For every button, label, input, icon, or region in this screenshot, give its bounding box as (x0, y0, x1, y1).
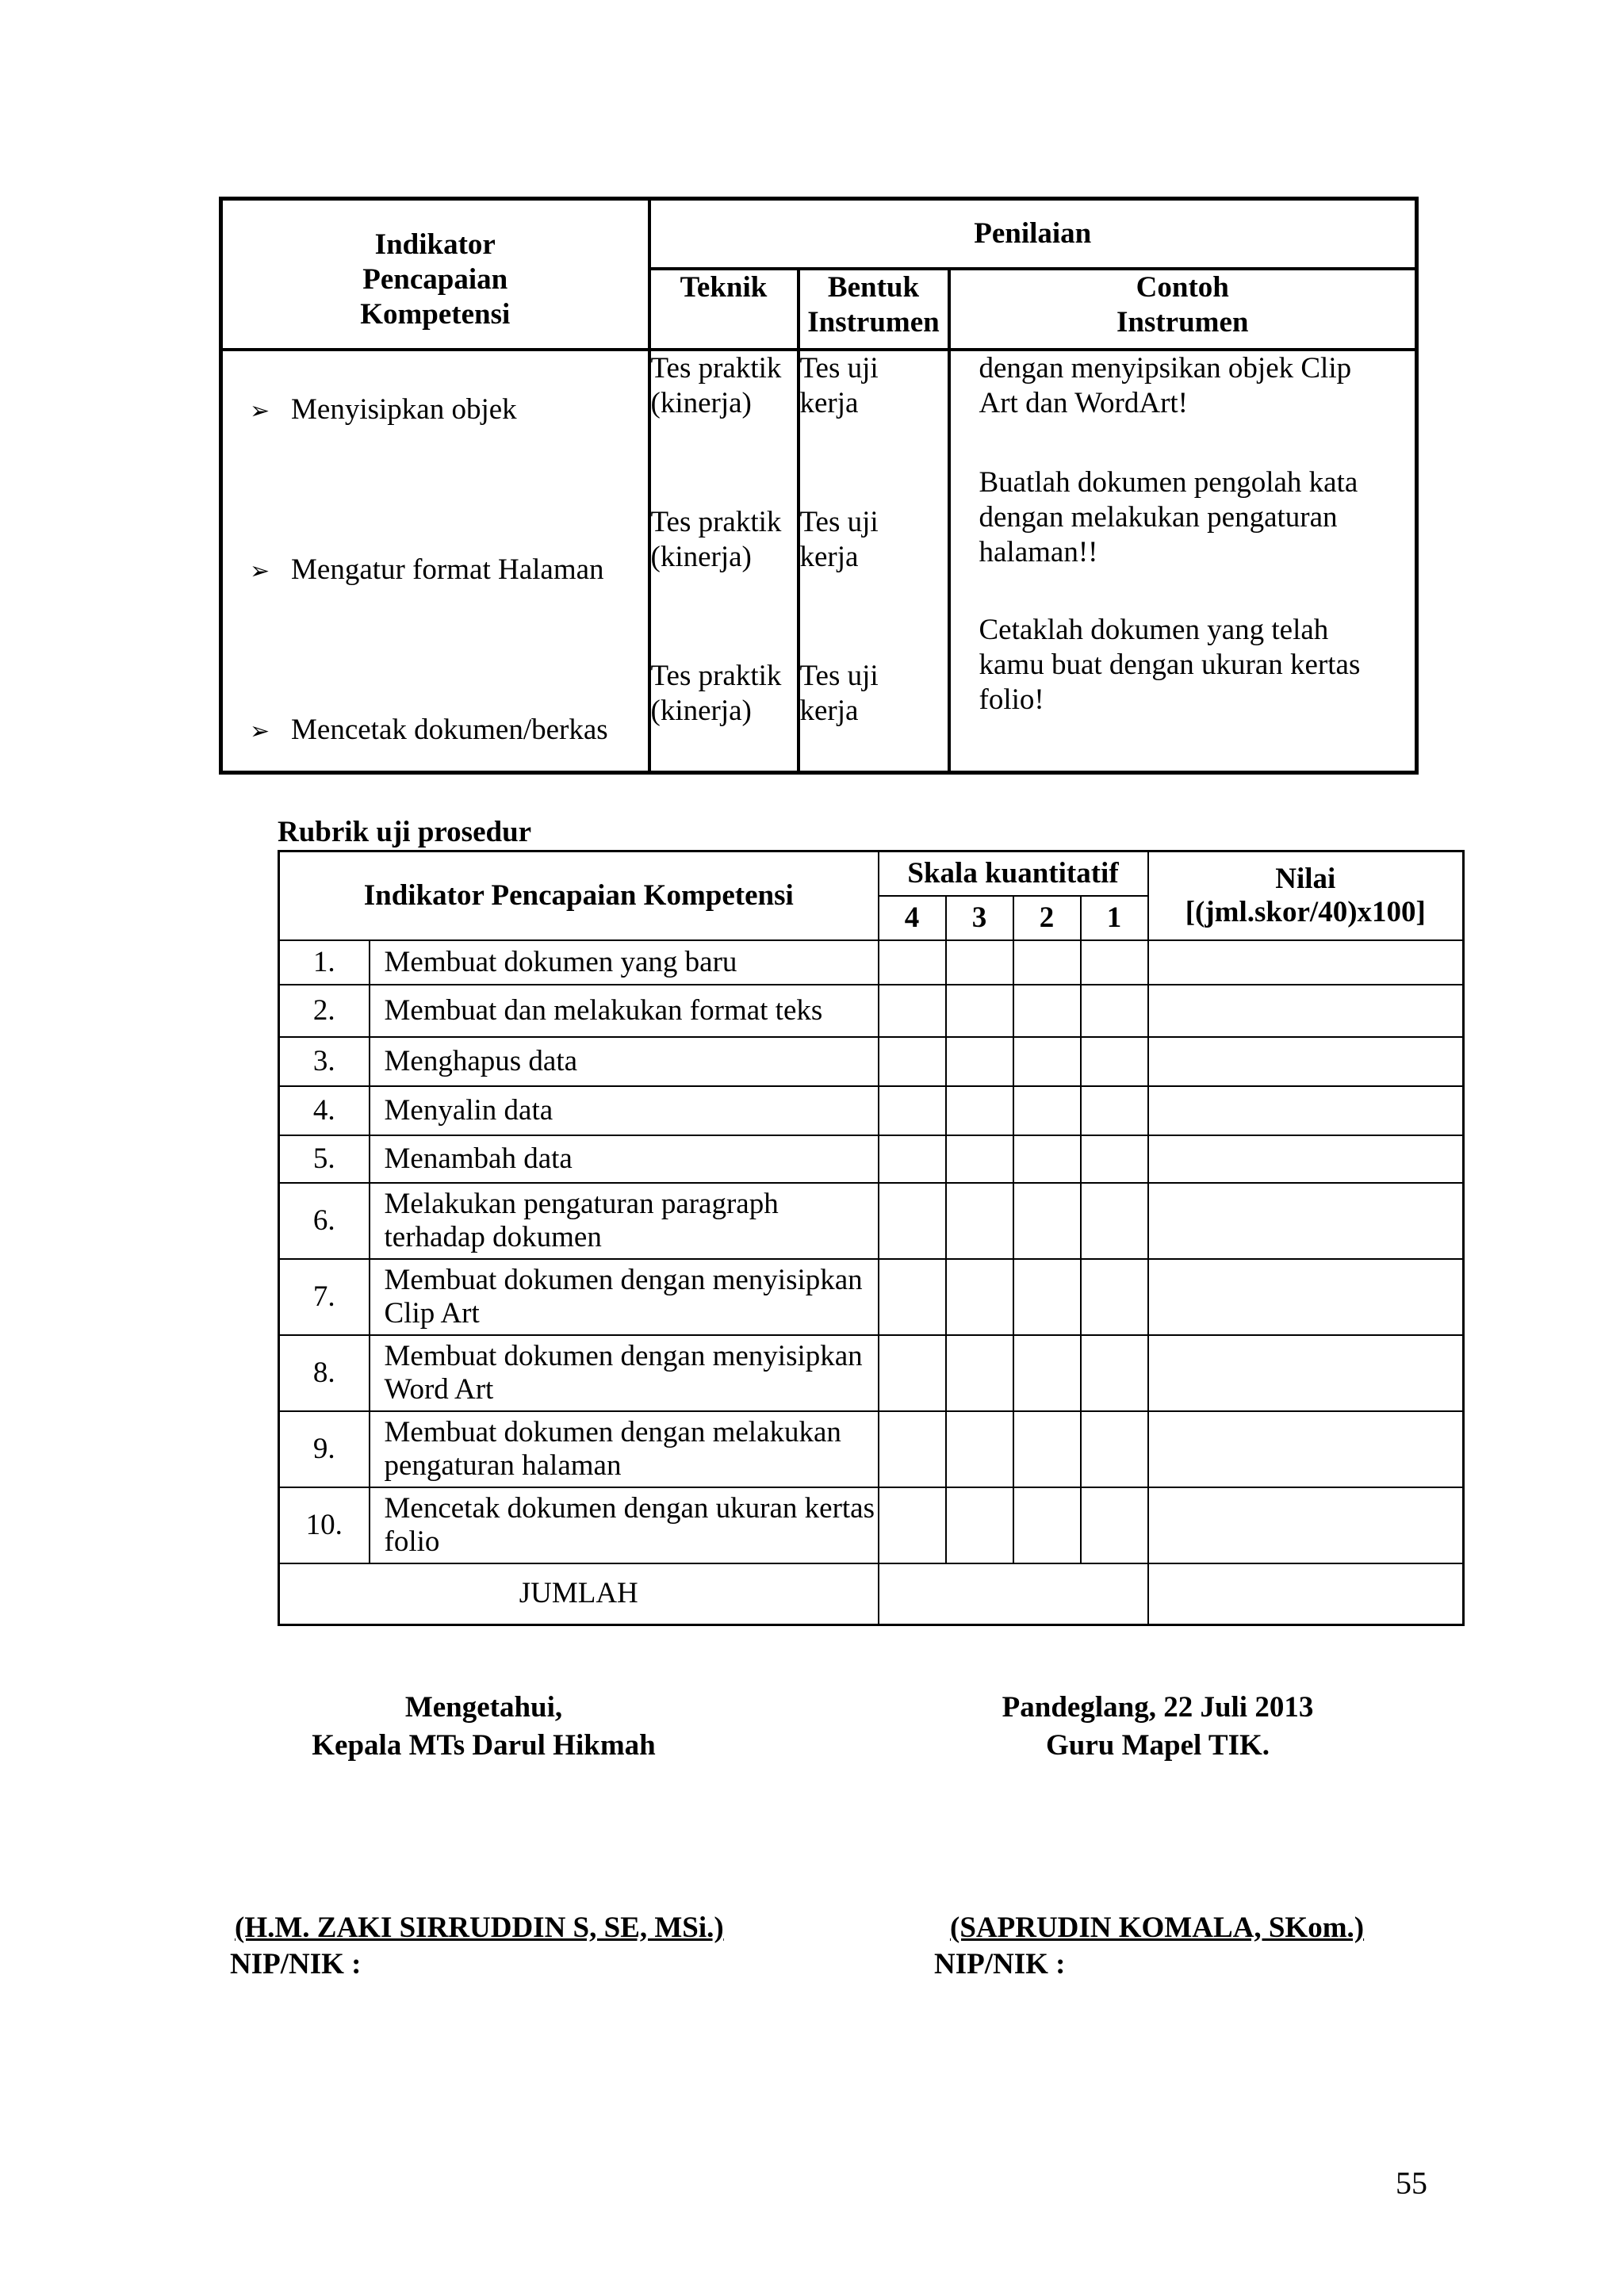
arrowhead-bullet-icon: ➢ (250, 718, 270, 744)
score-cell[interactable] (946, 1259, 1013, 1335)
table-row (279, 1135, 1464, 1183)
nilai-cell[interactable] (1148, 1086, 1464, 1135)
header-bentuk (799, 269, 949, 350)
signature-right-line2: Guru Mapel TIK. (1046, 1729, 1270, 1762)
row-number: 4. (279, 1086, 370, 1135)
signature-right-line1: Pandeglang, 22 Juli 2013 (1002, 1691, 1314, 1724)
score-cell[interactable] (1013, 1487, 1081, 1563)
score-cell[interactable] (1081, 985, 1148, 1037)
contoh-text: Cetaklah dokumen yang telah kamu buat dengan ukuran kertas folio! (979, 613, 1361, 716)
row-text: Membuat dan melakukan format teks (370, 985, 879, 1037)
assessment-table (219, 197, 1419, 775)
total-row (279, 1563, 1464, 1625)
nilai-cell[interactable] (1148, 1135, 1464, 1183)
nilai-cell[interactable] (1148, 940, 1464, 985)
score-cell[interactable] (946, 1183, 1013, 1259)
bentuk-text: Tes uji kerja (799, 505, 879, 573)
indicator-cell (221, 350, 649, 773)
rubric-title: Rubrik uji prosedur (278, 816, 532, 848)
score-cell[interactable] (1013, 1183, 1081, 1259)
total-label: JUMLAH (279, 1563, 879, 1625)
score-header: 2 (1013, 896, 1081, 940)
indicator-text: Mencetak dokumen/berkas (291, 713, 608, 746)
signature-left-nip: NIP/NIK : (230, 1948, 362, 1980)
row-number: 8. (279, 1335, 370, 1411)
score-cell[interactable] (879, 985, 946, 1037)
nilai-cell[interactable] (1148, 1487, 1464, 1563)
table-row (279, 1487, 1464, 1563)
score-cell[interactable] (879, 1335, 946, 1411)
score-cell[interactable] (946, 940, 1013, 985)
signature-right-heading (936, 1689, 1380, 1765)
teknik-text: Tes praktik (kinerja) (650, 351, 782, 419)
table-row (279, 1411, 1464, 1487)
row-text: Menyalin data (370, 1086, 879, 1135)
score-header: 3 (946, 896, 1013, 940)
score-cell[interactable] (879, 1183, 946, 1259)
nilai-cell[interactable] (1148, 1411, 1464, 1487)
header-indicator (221, 199, 649, 350)
rubric-table (278, 850, 1465, 1626)
page-number: 55 (1396, 2165, 1427, 2201)
table-row (279, 1183, 1464, 1259)
score-cell[interactable] (1081, 1411, 1148, 1487)
score-cell[interactable] (1081, 1335, 1148, 1411)
indicator-item (250, 392, 517, 429)
score-cell[interactable] (946, 1487, 1013, 1563)
score-cell[interactable] (879, 1487, 946, 1563)
score-cell[interactable] (1013, 1135, 1081, 1183)
score-cell[interactable] (879, 940, 946, 985)
signature-left-heading (262, 1689, 706, 1765)
signature-left-name: (H.M. ZAKI SIRRUDDIN S, SE, MSi.) (235, 1911, 724, 1944)
indicator-text: Mengatur format Halaman (291, 553, 604, 586)
signature-left-line2: Kepala MTs Darul Hikmah (312, 1729, 656, 1762)
nilai-cell[interactable] (1148, 1037, 1464, 1086)
signature-left-line1: Mengetahui, (404, 1691, 563, 1724)
row-text: Membuat dokumen dengan melakukan pengaturan halaman (370, 1411, 879, 1487)
row-text: Membuat dokumen dengan menyisipkan Word Art (370, 1335, 879, 1411)
row-number: 10. (279, 1487, 370, 1563)
nilai-cell[interactable] (1148, 985, 1464, 1037)
bentuk-text: Tes uji kerja (799, 351, 879, 419)
row-text: Menambah data (370, 1135, 879, 1183)
indicator-text: Menyisipkan objek (291, 392, 517, 426)
score-cell[interactable] (1081, 1183, 1148, 1259)
score-cell[interactable] (879, 1086, 946, 1135)
score-cell[interactable] (946, 985, 1013, 1037)
score-cell[interactable] (1081, 1259, 1148, 1335)
row-number: 6. (279, 1183, 370, 1259)
row-number: 2. (279, 985, 370, 1037)
bentuk-text: Tes uji kerja (799, 659, 879, 727)
nilai-formula: [(jml.skor/40)x100] (1185, 895, 1426, 928)
indicator-item (250, 713, 608, 749)
score-cell[interactable] (1013, 1335, 1081, 1411)
score-cell[interactable] (1081, 1135, 1148, 1183)
bentuk-cell (799, 350, 949, 773)
header-contoh-text: Contoh Instrumen (1116, 270, 1249, 339)
table-row (279, 1086, 1464, 1135)
teknik-cell (649, 350, 799, 773)
score-cell[interactable] (1081, 940, 1148, 985)
score-cell[interactable] (946, 1335, 1013, 1411)
score-cell[interactable] (1013, 1259, 1081, 1335)
arrowhead-bullet-icon: ➢ (250, 557, 270, 584)
contoh-text: Buatlah dokumen pengolah kata dengan melakukan pengaturan halaman!! (979, 465, 1358, 568)
score-cell[interactable] (1013, 1037, 1081, 1086)
nilai-cell[interactable] (1148, 1259, 1464, 1335)
score-cell[interactable] (1013, 1086, 1081, 1135)
score-cell[interactable] (1081, 1037, 1148, 1086)
header-penilaian: Penilaian (649, 199, 1417, 269)
score-cell[interactable] (946, 1086, 1013, 1135)
row-number: 7. (279, 1259, 370, 1335)
table-row (279, 1335, 1464, 1411)
row-text: Membuat dokumen dengan menyisipkan Clip Art (370, 1259, 879, 1335)
row-text: Melakukan pengaturan paragraph terhadap dokumen (370, 1183, 879, 1259)
row-text: Mencetak dokumen dengan ukuran kertas folio (370, 1487, 879, 1563)
table-row (279, 985, 1464, 1037)
row-number: 5. (279, 1135, 370, 1183)
row-text: Membuat dokumen yang baru (370, 940, 879, 985)
row-number: 3. (279, 1037, 370, 1086)
score-cell[interactable] (879, 1411, 946, 1487)
nilai-cell[interactable] (1148, 1335, 1464, 1411)
arrowhead-bullet-icon: ➢ (250, 397, 270, 424)
score-cell[interactable] (1013, 985, 1081, 1037)
score-header: 1 (1081, 896, 1148, 940)
table-row (279, 940, 1464, 985)
score-header: 4 (879, 896, 946, 940)
row-text: Menghapus data (370, 1037, 879, 1086)
row-number: 9. (279, 1411, 370, 1487)
table-row (279, 1259, 1464, 1335)
score-cell[interactable] (1013, 940, 1081, 985)
indicator-item (250, 553, 604, 589)
signature-right-nip: NIP/NIK : (934, 1948, 1066, 1980)
score-cell[interactable] (879, 1037, 946, 1086)
rubric-header-indicator: Indikator Pencapaian Kompetensi (279, 851, 879, 940)
header-indicator-text: Indikator Pencapaian Kompetensi (360, 228, 511, 331)
score-cell[interactable] (1081, 1487, 1148, 1563)
score-cell[interactable] (946, 1037, 1013, 1086)
nilai-label: Nilai (1275, 862, 1336, 895)
nilai-cell[interactable] (1148, 1183, 1464, 1259)
table-row (279, 1037, 1464, 1086)
score-cell[interactable] (1081, 1086, 1148, 1135)
contoh-text: dengan menyipsikan objek Clip Art dan WordArt! (979, 351, 1352, 419)
header-bentuk-text: Bentuk Instrumen (807, 270, 940, 339)
score-cell[interactable] (879, 1259, 946, 1335)
total-score-cell[interactable] (879, 1563, 1148, 1625)
score-cell[interactable] (946, 1411, 1013, 1487)
header-contoh (949, 269, 1417, 350)
signature-right-name: (SAPRUDIN KOMALA, SKom.) (950, 1911, 1365, 1944)
teknik-text: Tes praktik (kinerja) (650, 659, 782, 727)
score-cell[interactable] (946, 1135, 1013, 1183)
rubric-header-nilai (1148, 851, 1464, 940)
header-teknik: Teknik (649, 269, 799, 350)
contoh-cell (949, 350, 1417, 773)
row-number: 1. (279, 940, 370, 985)
score-cell[interactable] (1013, 1411, 1081, 1487)
score-cell[interactable] (879, 1135, 946, 1183)
total-nilai-cell[interactable] (1148, 1563, 1464, 1625)
teknik-text: Tes praktik (kinerja) (650, 505, 782, 573)
rubric-header-scale: Skala kuantitatif (879, 851, 1148, 896)
